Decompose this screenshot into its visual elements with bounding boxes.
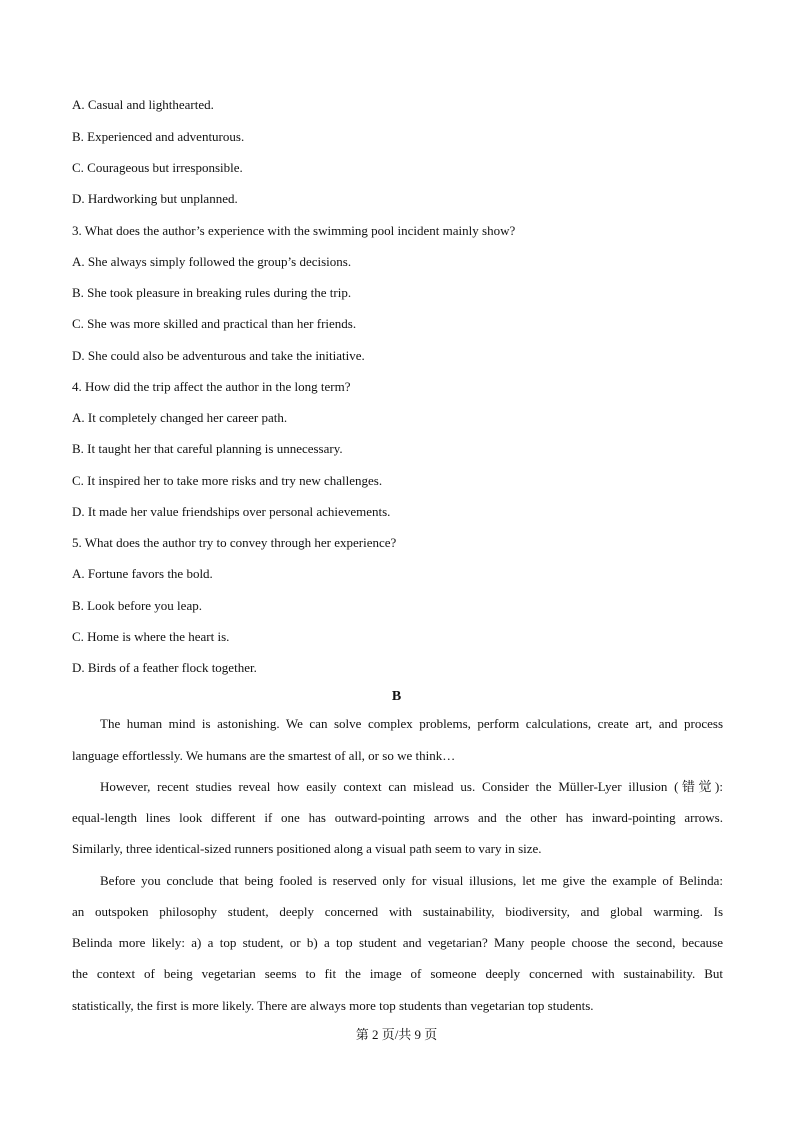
q3-question: 3. What does the author’s experience with the swimming pool incident mainly show?: [72, 223, 516, 238]
paragraph-line: statistically, the first is more likely. There are always more top students than vegetarian top students.: [72, 998, 594, 1013]
q5-question: 5. What does the author try to convey through her experience?: [72, 535, 397, 550]
q2-option-c: C. Courageous but irresponsible.: [72, 160, 243, 175]
paragraph-line: The human mind is astonishing. We can solve complex problems, perform calculations, create art, and process: [100, 716, 723, 731]
q5-option-a: A. Fortune favors the bold.: [72, 566, 213, 581]
paragraph-line: Similarly, three identical-sized runners positioned along a visual path seem to vary in size.: [72, 841, 542, 856]
q2-option-d: D. Hardworking but unplanned.: [72, 191, 238, 206]
q4-option-c: C. It inspired her to take more risks and try new challenges.: [72, 473, 383, 488]
paragraph-line: the context of being vegetarian seems to fit the image of someone deeply concerned with sustainability. But: [72, 966, 723, 981]
q2-option-a: A. Casual and lighthearted.: [72, 97, 214, 112]
paragraph-line: an outspoken philosophy student, deeply concerned with sustainability, biodiversity, and global warming. Is: [72, 904, 723, 919]
page-footer: 第 2 页/共 9 页: [355, 1027, 438, 1042]
paragraph-line: Belinda more likely: a) a top student, or b) a top student and vegetarian? Many people choose the second, because: [72, 935, 723, 950]
q3-option-b: B. She took pleasure in breaking rules during the trip.: [72, 285, 352, 300]
section-heading: B: [391, 689, 402, 704]
q5-option-d: D. Birds of a feather flock together.: [72, 660, 257, 675]
q4-option-b: B. It taught her that careful planning is unnecessary.: [72, 441, 343, 456]
q4-option-a: A. It completely changed her career path.: [72, 410, 288, 425]
q5-option-b: B. Look before you leap.: [72, 598, 202, 613]
paragraph-line: language effortlessly. We humans are the smartest of all, or so we think…: [72, 748, 456, 763]
q2-option-b: B. Experienced and adventurous.: [72, 129, 245, 144]
q4-option-d: D. It made her value friendships over personal achievements.: [72, 504, 391, 519]
q3-option-d: D. She could also be adventurous and take the initiative.: [72, 348, 365, 363]
q4-question: 4. How did the trip affect the author in the long term?: [72, 379, 351, 394]
paragraph-line: However, recent studies reveal how easily context can mislead us. Consider the Müller-Lyer illusion (错觉):: [100, 779, 723, 794]
paragraph-line: equal-length lines look different if one has outward-pointing arrows and the other has inward-pointing arrows.: [72, 810, 723, 825]
q3-option-c: C. She was more skilled and practical than her friends.: [72, 316, 357, 331]
q5-option-c: C. Home is where the heart is.: [72, 629, 230, 644]
q3-option-a: A. She always simply followed the group’s decisions.: [72, 254, 352, 269]
paragraph-line: Before you conclude that being fooled is reserved only for visual illusions, let me give the example of Belinda:: [100, 873, 723, 888]
